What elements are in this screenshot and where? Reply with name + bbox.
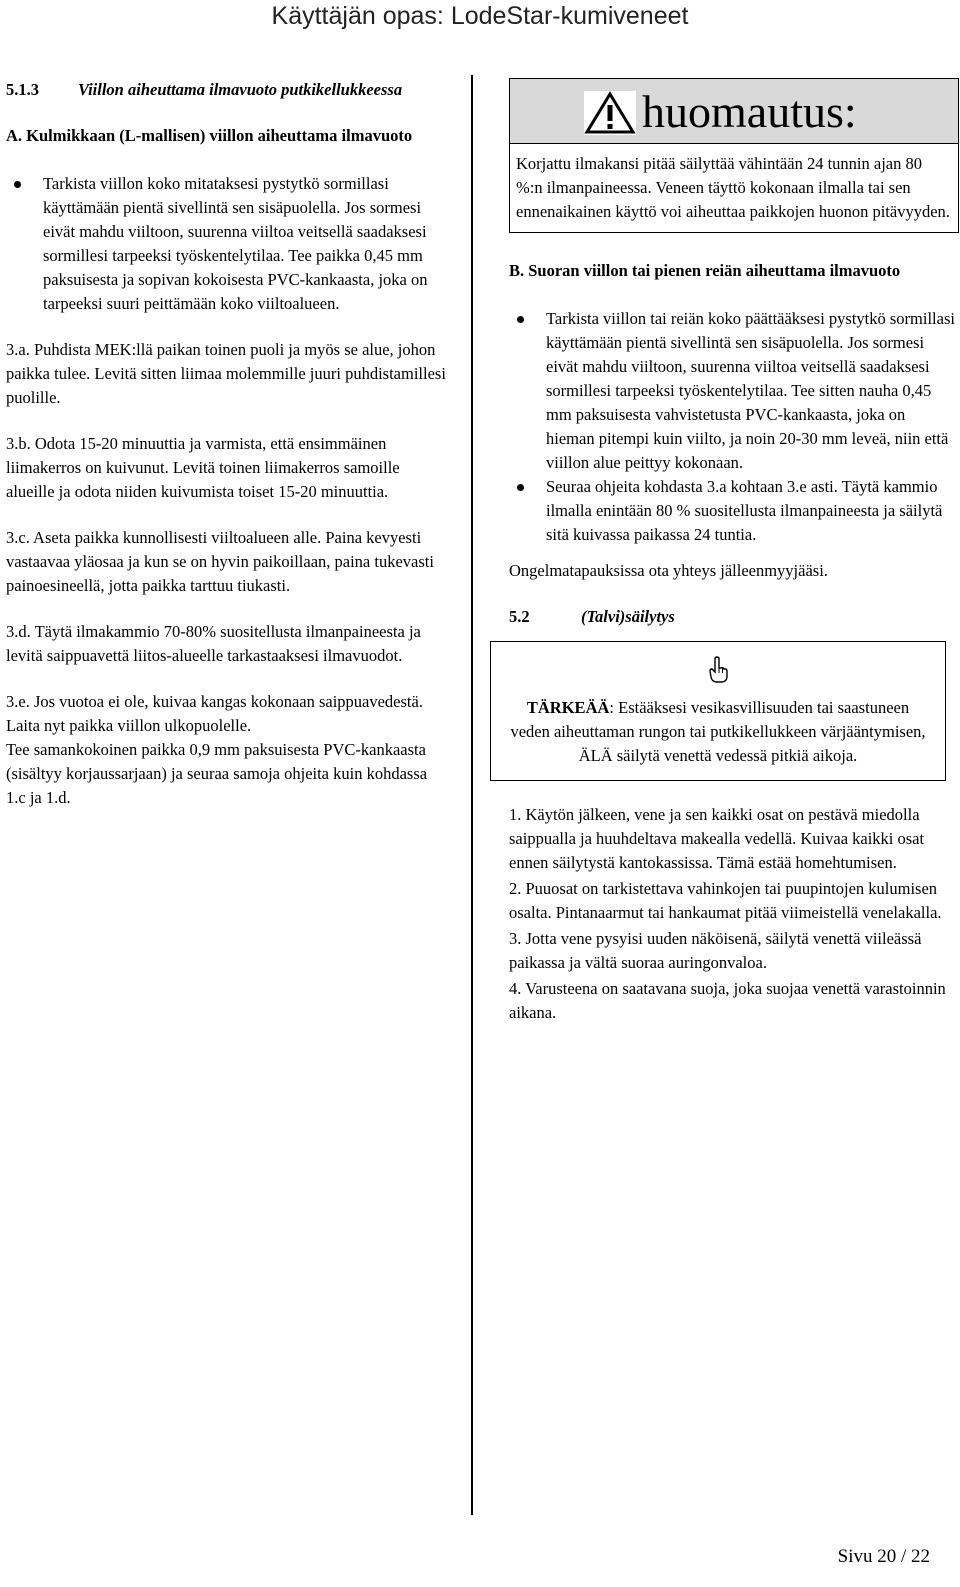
right-column	[509, 78, 956, 1027]
left-column	[6, 78, 446, 832]
section-title: Viillon aiheuttama ilmavuoto putkikellukkeessa	[78, 80, 403, 99]
step-3c: 3.c. Aseta paikka kunnollisesti viiltoalueen alle. Paina kevyesti vastaavaa yläosaa ja kun se on hyvin paikoillaan, paina tukevasti painoesineellä, jotta paikka tarttuu tiukasti.	[6, 528, 434, 595]
bullet-icon	[517, 484, 524, 491]
trouble-note: Ongelmatapauksissa ota yhteys jälleenmyyjääsi.	[509, 561, 828, 580]
subheading-b: B. Suoran viillon tai pienen reiän aiheuttama ilmavuoto	[509, 261, 901, 280]
bullet-list-b	[509, 307, 956, 547]
note-box	[509, 78, 959, 233]
section-number: 5.1.3	[6, 80, 39, 99]
column-divider	[471, 75, 473, 1515]
subheading-a: A. Kulmikkaan (L-mallisen) viillon aiheuttama ilmavuoto	[6, 126, 413, 145]
bullet-icon	[517, 316, 524, 323]
step-3d: 3.d. Täytä ilmakammio 70-80% suositellusta ilmanpaineesta ja levitä saippuavettä liitos-alueelle tarkastaaksesi ilmavuodot.	[6, 622, 421, 665]
step-3e-continued: Tee samankokoinen paikka 0,9 mm paksuisesta PVC-kankaasta (sisältyy korjaussarjaan) ja seuraa samoja ohjeita kuin kohdassa 1.c ja 1.d.	[6, 740, 428, 807]
page-number: Sivu 20 / 22	[837, 1546, 930, 1567]
note-label: huomautus:	[642, 86, 857, 137]
note-title-bar	[510, 79, 958, 144]
section-number: 5.2	[509, 607, 530, 626]
list-item: Seuraa ohjeita kohdasta 3.a kohtaan 3.e asti. Täytä kammio ilmalla enintään 80 % suositellusta ilmanpaineesta ja säilytä sitä kuivassa paikassa 24 tuntia.	[546, 475, 956, 547]
note-text: Korjattu ilmakansi pitää säilyttää vähintään 24 tunnin ajan 80 %:n ilmanpaineessa. Veneen täyttö kokonaan ilmalla tai sen ennenaikainen käyttö voi aiheuttaa paikkojen huonon pitävyyden.	[516, 154, 950, 221]
list-item: Tarkista viillon koko mitataksesi pystytkö sormillasi käyttämään pientä sivellintä sen sisäpuolella. Jos sormesi eivät mahdu viiltoon, suurenna viiltoa veitsellä saadaksesi sormillesi tarpeeksi työskentelytilaa. Tee paikka 0,45 mm paksuisesta ja sopivan kokoisesta PVC-kankaasta, joka on tarpeeksi suuri peittämään koko viiltoalueen.	[43, 172, 446, 316]
storage-item-3: 3. Jotta vene pysyisi uuden näköisenä, säilytä venettä viileässä paikassa ja vältä suoraa auringonvaloa.	[509, 929, 922, 972]
section-heading	[6, 78, 446, 102]
pointing-hand-icon	[707, 656, 729, 684]
warning-triangle-icon	[584, 91, 636, 135]
important-text: TÄRKEÄÄ: Estääksesi vesikasvillisuuden tai saastuneen veden aiheuttaman rungon tai putkikellukkeen värjääntymisen, ÄLÄ säilytä venettä vedessä pitkiä aikoja.	[510, 698, 926, 765]
storage-item-1: 1. Käytön jälkeen, vene ja sen kaikki osat on pestävä miedolla saippualla ja huuhdeltava makealla vedellä. Kuivaa kaikki osat ennen säilytystä kantokassissa. Tämä estää homehtumisen.	[509, 805, 925, 872]
section-title: (Talvi)säilytys	[581, 607, 675, 626]
storage-item-4: 4. Varusteena on saatavana suoja, joka suojaa venettä varastoinnin aikana.	[509, 979, 946, 1022]
step-3e: 3.e. Jos vuotoa ei ole, kuivaa kangas kokonaan saippuavedestä. Laita nyt paikka viillon ulkopuolelle.	[6, 692, 423, 735]
storage-item-2: 2. Puuosat on tarkistettava vahinkojen tai puupintojen kulumisen osalta. Pintanaarmut tai hankaumat pitää viimeistellä venelakalla.	[509, 879, 942, 922]
list-item: Tarkista viillon tai reiän koko päättääksesi pystytkö sormillasi käyttämään pientä sivellintä sen sisäpuolella. Jos sormesi eivät mahdu viiltoon, suurenna viiltoa veitsellä saadaksesi sormillesi tarpeeksi työskentelytilaa. Tee sitten nauha 0,45 mm paksuisesta vahvistetusta PVC-kankaasta, joka on hieman pitempi kuin viilto, ja noin 20-30 mm leveä, niin että viillon alue peittyy kokonaan.	[546, 307, 956, 475]
document-header: Käyttäjän opas: LodeStar-kumiveneet	[271, 2, 689, 30]
important-box	[490, 641, 946, 781]
storage-list	[509, 803, 956, 1025]
bullet-icon	[14, 181, 21, 188]
bullet-list-a	[6, 172, 446, 316]
step-3b: 3.b. Odota 15-20 minuuttia ja varmista, että ensimmäinen liimakerros on kuivunut. Levitä toinen liimakerros samoille alueille ja odota niiden kuivumista toiset 15-20 minuuttia.	[6, 434, 400, 501]
section-heading	[509, 605, 956, 629]
step-3a: 3.a. Puhdista MEK:llä paikan toinen puoli ja myös se alue, johon paikka tulee. Levitä sitten liimaa molemmille juuri puhdistamillesi puolille.	[6, 340, 446, 407]
